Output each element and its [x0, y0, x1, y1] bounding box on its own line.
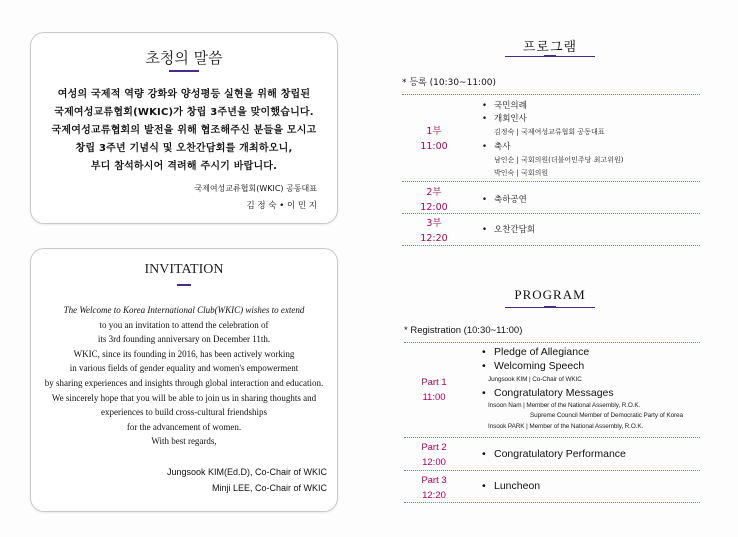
item-label: 개회인사	[494, 114, 527, 124]
korean-program-title: 프로그램	[522, 40, 578, 55]
english-sub-line: Supreme Council Member of Democratic Party of Korea	[530, 412, 683, 419]
item-label: Pledge of Allegiance	[494, 346, 590, 358]
english-part3-item	[482, 480, 540, 492]
divider	[402, 213, 700, 214]
korean-sub-line: 남인순 | 국회의원(더불어민주당 최고위원)	[494, 156, 624, 164]
english-invitation-card	[30, 248, 338, 512]
program-title-accent	[544, 55, 556, 57]
body-line: 국제여성교류협회의 발전을 위해 협조해주신 분들을 모시고	[51, 125, 317, 136]
body-line: We sincerely hope that you will be able to join us in sharing thoughts and	[51, 392, 317, 403]
part-time: 12:20	[422, 490, 446, 501]
body-line: its 3rd founding anniversary on December 11th.	[97, 334, 271, 345]
bullet-icon: •	[482, 480, 486, 492]
english-program-title: PROGRAM	[514, 287, 586, 302]
item-label: 축사	[494, 142, 511, 152]
korean-invitation-title: 초청의 말씀	[145, 49, 223, 67]
body-line: 여성의 국제적 역량 강화와 양성평등 실현을 위해 창립된	[57, 89, 311, 100]
bullet-icon: •	[482, 101, 488, 111]
korean-sub-line: 박인숙 | 국회의원	[494, 169, 549, 177]
bullet-icon: •	[482, 142, 488, 152]
body-line: experiences to build cross-cultural friendships	[101, 407, 267, 418]
korean-registration: * 등록 (10:30~11:00)	[402, 78, 497, 88]
part-label: Part 1	[421, 377, 447, 388]
korean-sign-names: 김 정 숙 • 이 민 지	[246, 201, 317, 211]
english-part-3	[404, 473, 464, 503]
body-line: The Welcome to Korea International Club(WKIC) wishes to extend	[63, 305, 305, 315]
english-part-2	[404, 440, 464, 470]
korean-invitation-body	[31, 86, 337, 176]
item-label: 축하공연	[494, 195, 527, 205]
english-sub-line: Insoon Nam | Member of the National Assembly, R.O.K.	[488, 402, 641, 409]
part-time: 12:20	[420, 233, 448, 244]
bullet-icon: •	[482, 360, 486, 372]
bullet-icon: •	[482, 448, 486, 460]
divider	[402, 245, 700, 246]
english-part-1	[404, 375, 464, 405]
korean-part2-item	[482, 193, 527, 205]
item-label: Welcoming Speech	[494, 360, 585, 372]
divider	[402, 94, 700, 95]
part-label: Part 3	[421, 475, 447, 486]
english-sub-line: Insook PARK | Member of the National Assembly, R.O.K.	[488, 423, 644, 430]
item-label: Congratulatory Messages	[494, 387, 614, 399]
korean-sub-line: 김정숙 | 국제여성교류협회 공동대표	[494, 128, 605, 136]
divider	[404, 470, 700, 471]
title-underline	[177, 284, 191, 286]
body-line: With best regards,	[151, 436, 217, 447]
body-line: to you an invitation to attend the celebration of	[99, 319, 269, 330]
part-label: 2부	[426, 187, 442, 198]
english-part2-item	[482, 448, 626, 460]
korean-sign-org: 국제여성교류협회(WKIC) 공동대표	[194, 184, 317, 193]
part-time: 11:00	[422, 392, 446, 403]
body-line: by sharing experiences and insights through global interaction and education.	[44, 377, 324, 388]
part-label: 1부	[426, 126, 442, 137]
body-line: 부디 참석하시어 격려해 주시기 바랍니다.	[90, 161, 278, 172]
item-label: Congratulatory Performance	[494, 448, 626, 460]
body-line: 국제여성교류협회(WKIC)가 창립 3주년을 맞이했습니다.	[54, 107, 314, 118]
english-part1-item	[482, 346, 589, 358]
divider	[404, 502, 700, 503]
bullet-icon: •	[482, 387, 486, 399]
english-sub-line: Jungsook KIM | Co-Chair of WKIC	[488, 376, 582, 383]
part-time: 11:00	[420, 141, 448, 152]
body-line: in various fields of gender equality and women's empowerment	[69, 363, 299, 374]
english-invitation-body	[31, 303, 337, 449]
english-registration: * Registration (10:30~11:00)	[404, 325, 523, 336]
english-part1-item	[482, 360, 584, 372]
part-label: Part 2	[421, 442, 447, 453]
item-label: 국민의례	[494, 101, 527, 111]
divider	[404, 342, 700, 343]
korean-part-2	[404, 185, 464, 215]
title-underline	[169, 70, 199, 72]
english-sign-2: Minji LEE, Co-Chair of WKIC	[211, 483, 327, 493]
item-label: Luncheon	[494, 480, 541, 492]
english-invitation-title: INVITATION	[144, 262, 224, 277]
english-part1-item	[482, 387, 614, 399]
program-title-accent	[544, 306, 556, 308]
bullet-icon: •	[482, 225, 488, 235]
bullet-icon: •	[482, 195, 488, 205]
body-line: for the advancement of women.	[126, 421, 242, 432]
bullet-icon: •	[482, 114, 488, 124]
part-time: 12:00	[420, 202, 448, 213]
part-time: 12:00	[422, 457, 446, 468]
item-label: 오찬간담회	[494, 225, 536, 235]
korean-part1-item	[482, 140, 510, 152]
body-line: WKIC, since its founding in 2016, has been actively working	[73, 348, 295, 359]
korean-part1-item	[482, 99, 527, 111]
english-sign-1: Jungsook KIM(Ed.D), Co-Chair of WKIC	[166, 467, 327, 477]
part-label: 3부	[426, 218, 442, 229]
korean-part3-item	[482, 223, 535, 235]
korean-invitation-card	[30, 32, 338, 224]
bullet-icon: •	[482, 346, 486, 358]
korean-part-1	[404, 124, 464, 154]
korean-part-3	[404, 216, 464, 246]
korean-part1-item	[482, 112, 527, 124]
divider	[404, 437, 700, 438]
body-line: 창립 3주년 기념식 및 오찬간담회를 개최하오니,	[75, 143, 293, 154]
divider	[402, 181, 700, 182]
